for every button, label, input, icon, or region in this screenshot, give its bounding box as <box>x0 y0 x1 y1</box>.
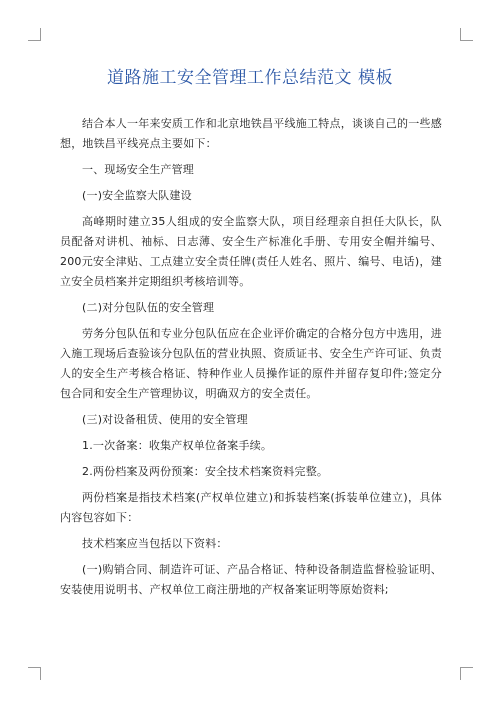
crop-mark-bottom-left <box>28 667 41 680</box>
paragraph-intro: 结合本人一年来安质工作和北京地铁昌平线施工特点，谈谈自己的一些感想，地铁昌平线亮点主要如下： <box>60 117 442 150</box>
crop-mark-bottom-right <box>460 667 473 680</box>
crop-mark-top-left <box>28 28 41 41</box>
list-item-2: 2.两份档案及两份预案：安全技术档案资料完整。 <box>82 465 329 478</box>
document-title: 道路施工安全管理工作总结范文 模板 <box>107 68 393 88</box>
heading-subsection-3: (三)对设备租赁、使用的安全管理 <box>82 413 248 426</box>
crop-mark-top-right <box>460 28 473 41</box>
list-item-1: 1.一次备案：收集产权单位备案手续。 <box>82 439 273 452</box>
paragraph-tech-archive: 技术档案应当包括以下资料： <box>82 537 228 550</box>
paragraph-original-materials: (一)购销合同、制造许可证、产品合格证、特种设备制造监督检验证明、安装使用说明书、产权单位工商注册地的产权备案证明等原始资料; <box>60 563 442 596</box>
paragraph-two-archives: 两份档案是指技术档案(产权单位建立)和拆装档案(拆装单位建立)，具体内容包容如下： <box>60 491 442 524</box>
heading-subsection-2: (二)对分包队伍的安全管理 <box>82 301 215 314</box>
paragraph-safety-team: 高峰期时建立35人组成的安全监察大队，项目经理亲自担任大队长，队员配备对讲机、袖标、日志薄、安全生产标准化手册、专用安全帽并编号、200元安全津贴、工点建立安全责任牌(责任人姓名、照片、编号、电话)，建立安全员档案并定期组织考核培训等。 <box>60 215 442 288</box>
heading-section-1: 一、现场安全生产管理 <box>82 163 194 176</box>
paragraph-subcontractor: 劳务分包队伍和专业分包队伍应在企业评价确定的合格分包方中选用，进入施工现场后查验该分包队伍的营业执照、资质证书、安全生产许可证、负责人的安全生产考核合格证、特种作业人员操作证的原件并留存复印件;签定分包合同和安全生产管理协议，明确双方的安全责任。 <box>60 327 442 400</box>
heading-subsection-1: (一)安全监察大队建设 <box>82 189 192 202</box>
document-body <box>60 114 442 606</box>
